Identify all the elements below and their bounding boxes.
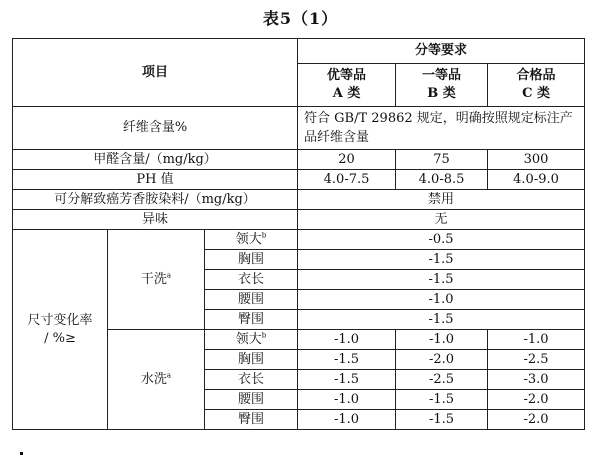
wet-value-c: -2.5 bbox=[488, 350, 585, 370]
dry-part: 臀围 bbox=[205, 310, 298, 330]
azo-row bbox=[13, 190, 585, 210]
ph-row bbox=[13, 170, 585, 190]
wet-part: 胸围 bbox=[205, 350, 298, 370]
dry-value: -1.0 bbox=[298, 290, 585, 310]
grade-requirements-table bbox=[12, 38, 585, 430]
grade-a-class: A 类 bbox=[332, 86, 361, 101]
wet-value-a: -1.5 bbox=[298, 350, 396, 370]
wet-value-a: -1.0 bbox=[298, 330, 396, 350]
wet-part: 臀围 bbox=[205, 410, 298, 430]
dimension-label-line2: / %≥ bbox=[44, 330, 76, 346]
fiber-note: 符合 GB/T 29862 规定，明确按照规定标注产品纤维含量 bbox=[298, 107, 585, 150]
formaldehyde-c: 300 bbox=[488, 150, 585, 170]
header-item: 项目 bbox=[13, 39, 298, 107]
wet-value-b: -1.5 bbox=[396, 410, 488, 430]
formaldehyde-b: 75 bbox=[396, 150, 488, 170]
wet-part: 腰围 bbox=[205, 390, 298, 410]
dry-clean-label bbox=[108, 230, 205, 330]
wet-value-b: -1.5 bbox=[396, 390, 488, 410]
ph-label: PH 值 bbox=[13, 170, 298, 190]
odor-row bbox=[13, 210, 585, 230]
dry-clean-note-mark: a bbox=[166, 271, 172, 280]
formaldehyde-label: 甲醛含量/（mg/kg） bbox=[13, 150, 298, 170]
dry-part-text: 领大 bbox=[235, 231, 262, 247]
dry-value: -1.5 bbox=[298, 310, 585, 330]
fiber-row bbox=[13, 107, 585, 150]
grade-c-class: C 类 bbox=[522, 86, 550, 101]
azo-label: 可分解致癌芳香胺染料/（mg/kg） bbox=[13, 190, 298, 210]
wet-value-b: -2.0 bbox=[396, 350, 488, 370]
header-grade-c bbox=[488, 64, 585, 107]
ph-a: 4.0-7.5 bbox=[298, 170, 396, 190]
wet-value-a: -1.0 bbox=[298, 410, 396, 430]
wet-value-c: -2.0 bbox=[488, 410, 585, 430]
fiber-label: 纤维含量% bbox=[13, 107, 298, 150]
formaldehyde-row bbox=[13, 150, 585, 170]
dry-value: -1.5 bbox=[298, 250, 585, 270]
dry-value: -1.5 bbox=[298, 270, 585, 290]
ph-c: 4.0-9.0 bbox=[488, 170, 585, 190]
wash-label bbox=[108, 330, 205, 430]
wet-value-c: -3.0 bbox=[488, 370, 585, 390]
wet-part: 衣长 bbox=[205, 370, 298, 390]
dry-part: 胸围 bbox=[205, 250, 298, 270]
dry-part bbox=[205, 230, 298, 250]
ph-b: 4.0-8.5 bbox=[396, 170, 488, 190]
formaldehyde-a: 20 bbox=[298, 150, 396, 170]
header-grade-a bbox=[298, 64, 396, 107]
dimension-label-line1: 尺寸变化率 bbox=[27, 312, 93, 328]
odor-label: 异味 bbox=[13, 210, 298, 230]
dimension-change-label bbox=[13, 230, 108, 430]
grade-c-name: 合格品 bbox=[516, 68, 556, 83]
dry-clean-text: 干洗 bbox=[140, 271, 167, 287]
wash-note-mark: a bbox=[166, 371, 172, 380]
dry-part: 腰围 bbox=[205, 290, 298, 310]
grade-b-class: B 类 bbox=[427, 86, 456, 101]
dry-row bbox=[13, 230, 585, 250]
wet-part-text: 领大 bbox=[235, 331, 262, 347]
wet-value-a: -1.5 bbox=[298, 370, 396, 390]
stray-dot bbox=[20, 452, 23, 455]
collar-note-mark: b bbox=[261, 331, 267, 340]
odor-value: 无 bbox=[298, 210, 585, 230]
wet-value-a: -1.0 bbox=[298, 390, 396, 410]
wet-value-c: -2.0 bbox=[488, 390, 585, 410]
dry-part: 衣长 bbox=[205, 270, 298, 290]
header-grade-group: 分等要求 bbox=[298, 39, 585, 64]
azo-value: 禁用 bbox=[298, 190, 585, 210]
grade-a-name: 优等品 bbox=[327, 68, 367, 83]
wash-text: 水洗 bbox=[140, 371, 167, 387]
collar-note-mark: b bbox=[261, 231, 267, 240]
header-grade-b bbox=[396, 64, 488, 107]
wet-value-c: -1.0 bbox=[488, 330, 585, 350]
wet-value-b: -2.5 bbox=[396, 370, 488, 390]
grade-b-name: 一等品 bbox=[422, 68, 462, 83]
wet-part bbox=[205, 330, 298, 350]
wet-value-b: -1.0 bbox=[396, 330, 488, 350]
dry-value: -0.5 bbox=[298, 230, 585, 250]
table-caption: 表5（1） bbox=[262, 9, 339, 28]
header-row-1 bbox=[13, 39, 585, 64]
